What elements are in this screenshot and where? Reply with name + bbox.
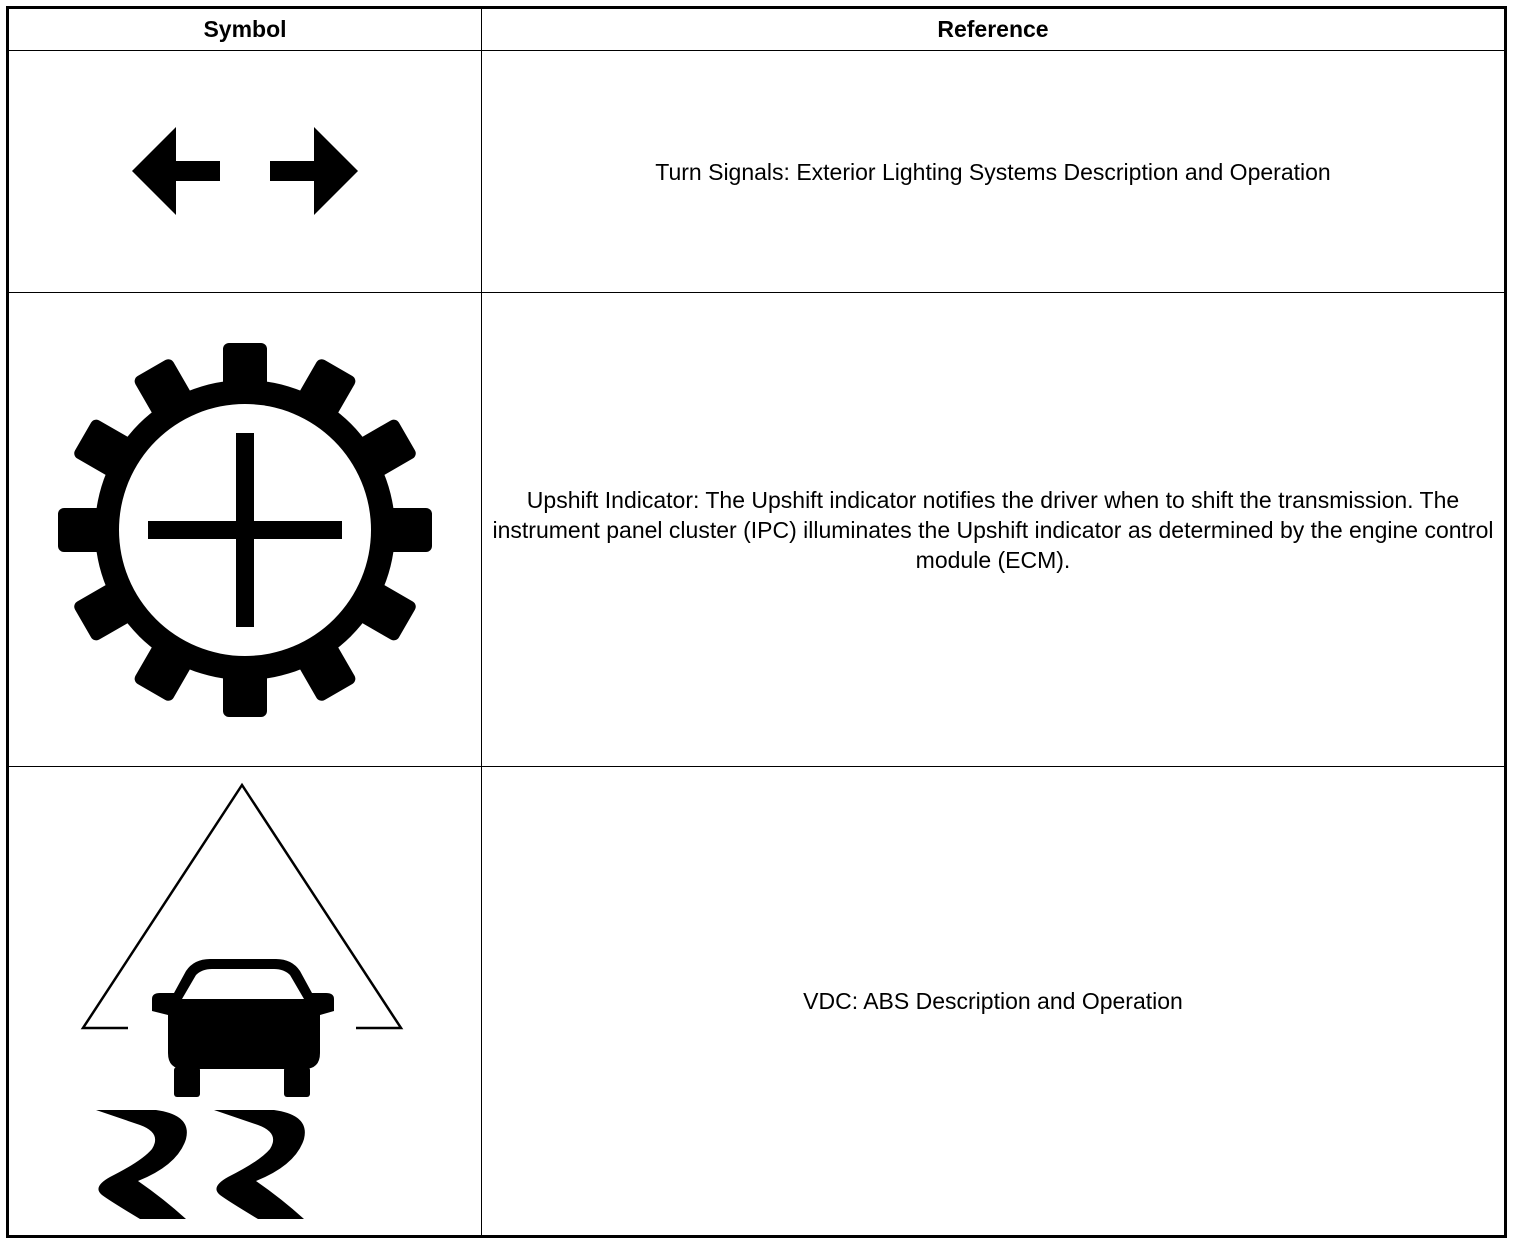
reference-cell: VDC: ABS Description and Operation: [803, 988, 1183, 1014]
vdc-skidding-car-icon: [80, 781, 410, 1221]
upshift-gear-plus-icon: [55, 340, 435, 720]
table-header-row: [9, 9, 1504, 51]
header-reference: Reference: [937, 16, 1049, 42]
turn-signal-arrows-icon: [130, 127, 360, 217]
symbol-cell: [9, 293, 482, 766]
table-row: [9, 293, 1504, 767]
table-row: [9, 767, 1504, 1235]
header-symbol: Symbol: [9, 9, 482, 50]
table-row: [9, 51, 1504, 293]
symbol-cell: [9, 51, 482, 292]
symbol-cell: [9, 767, 482, 1235]
reference-cell: Upshift Indicator: The Upshift indicator notifies the driver when to shift the transmission. The instrument panel cluster (IPC) illuminates the Upshift indicator as determined by the engine control module (ECM).: [492, 486, 1494, 573]
symbol-reference-table: [6, 6, 1507, 1238]
reference-cell: Turn Signals: Exterior Lighting Systems Description and Operation: [655, 158, 1331, 185]
